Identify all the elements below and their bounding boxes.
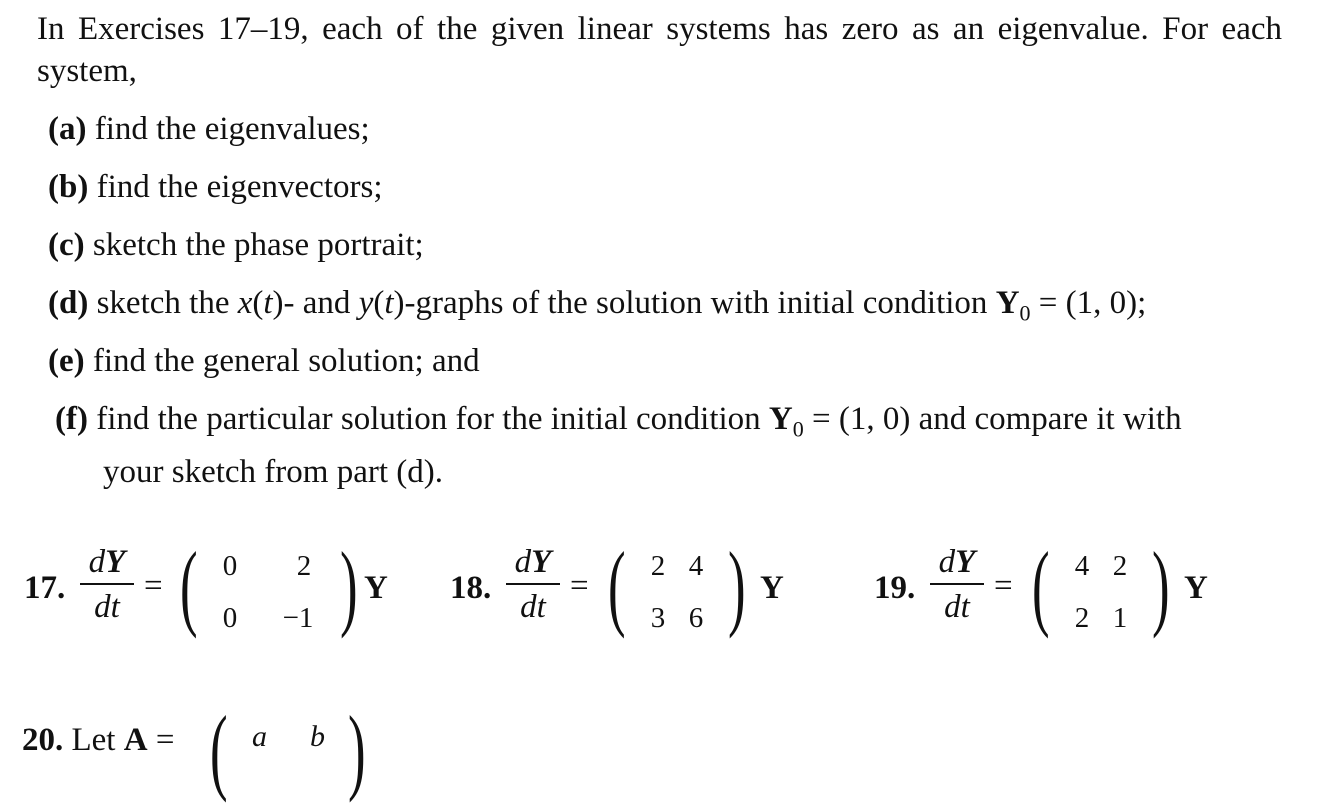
matrix-cell: 3 — [650, 602, 666, 634]
equals-sign: = — [994, 568, 1013, 604]
matrix-cell: 6 — [688, 602, 704, 634]
matrix-cell: 4 — [688, 550, 704, 582]
exercise-19 — [874, 532, 1254, 646]
exercise-number: 19. — [874, 570, 916, 606]
part-label: (c) — [48, 227, 85, 263]
right-paren: ) — [340, 532, 358, 639]
matrix-cell: 0 — [222, 602, 238, 634]
matrix-cell: b — [310, 720, 325, 753]
part-f: (f) find the particular solution for the initial condition $Y_0 = (1$, 0) and compare it with your sketch from part (d). — [55, 401, 1182, 490]
right-paren: ) — [728, 532, 746, 639]
vector-Y: Y — [364, 570, 388, 606]
right-paren: ) — [1152, 532, 1170, 639]
matrix-cell: 2 — [650, 550, 666, 582]
matrix-cell: 2 — [296, 550, 312, 582]
part-e — [48, 340, 1288, 382]
matrix-cell: 4 — [1074, 550, 1090, 582]
exercise-18 — [450, 532, 830, 646]
matrix-cell: 2 — [1112, 550, 1128, 582]
exercise-number: 18. — [450, 570, 492, 606]
exercise-20: 20. Let A = — [22, 722, 175, 758]
matrix-cell: 2 — [1074, 602, 1090, 634]
left-paren: ( — [1032, 532, 1050, 639]
matrix-cell: 0 — [222, 550, 238, 582]
equals-sign: = — [570, 568, 589, 604]
right-paren: ) — [348, 696, 366, 803]
part-label: (d) — [48, 285, 89, 321]
part-text: find the eigenvectors; — [96, 169, 383, 205]
matrix-cell: −1 — [282, 602, 314, 634]
part-label: (b) — [48, 169, 89, 205]
part-label: (a) — [48, 111, 87, 147]
intro-text: In Exercises 17–19, each of the given linear systems has zero as an eigenvalue. For each system, — [37, 11, 1282, 89]
exercise-number: 20. — [22, 722, 64, 758]
part-d: (d) sketch the x(t)- and y(t)-graphs of the solution with initial condition $Y_0 = (1$, 0); — [48, 285, 1147, 326]
left-paren: ( — [210, 696, 228, 803]
left-paren: ( — [180, 532, 198, 639]
left-paren: ( — [608, 532, 626, 639]
exercise-17 — [24, 532, 424, 646]
exercise-number: 17. — [24, 570, 66, 606]
matrix-cell: a — [252, 720, 267, 753]
part-text: find the eigenvalues; — [94, 111, 370, 147]
part-label: (e) — [48, 343, 85, 379]
fraction-bar — [80, 583, 134, 585]
derivative-fraction: dY dt — [506, 544, 560, 625]
part-c — [48, 224, 1288, 266]
matrix-cell: 1 — [1112, 602, 1128, 634]
part-text: sketch the phase portrait; — [92, 227, 424, 263]
part-a — [48, 108, 1288, 150]
fraction-bar — [930, 583, 984, 585]
derivative-fraction: dY dt — [80, 544, 134, 625]
equals-sign: = — [144, 568, 163, 604]
fraction-bar — [506, 583, 560, 585]
derivative-fraction: dY dt — [930, 544, 984, 625]
part-b — [48, 166, 1288, 208]
vector-Y: Y — [1184, 570, 1208, 606]
part-text: find the general solution; and — [92, 343, 480, 379]
vector-Y: Y — [760, 570, 784, 606]
part-label: (f) — [55, 401, 88, 437]
